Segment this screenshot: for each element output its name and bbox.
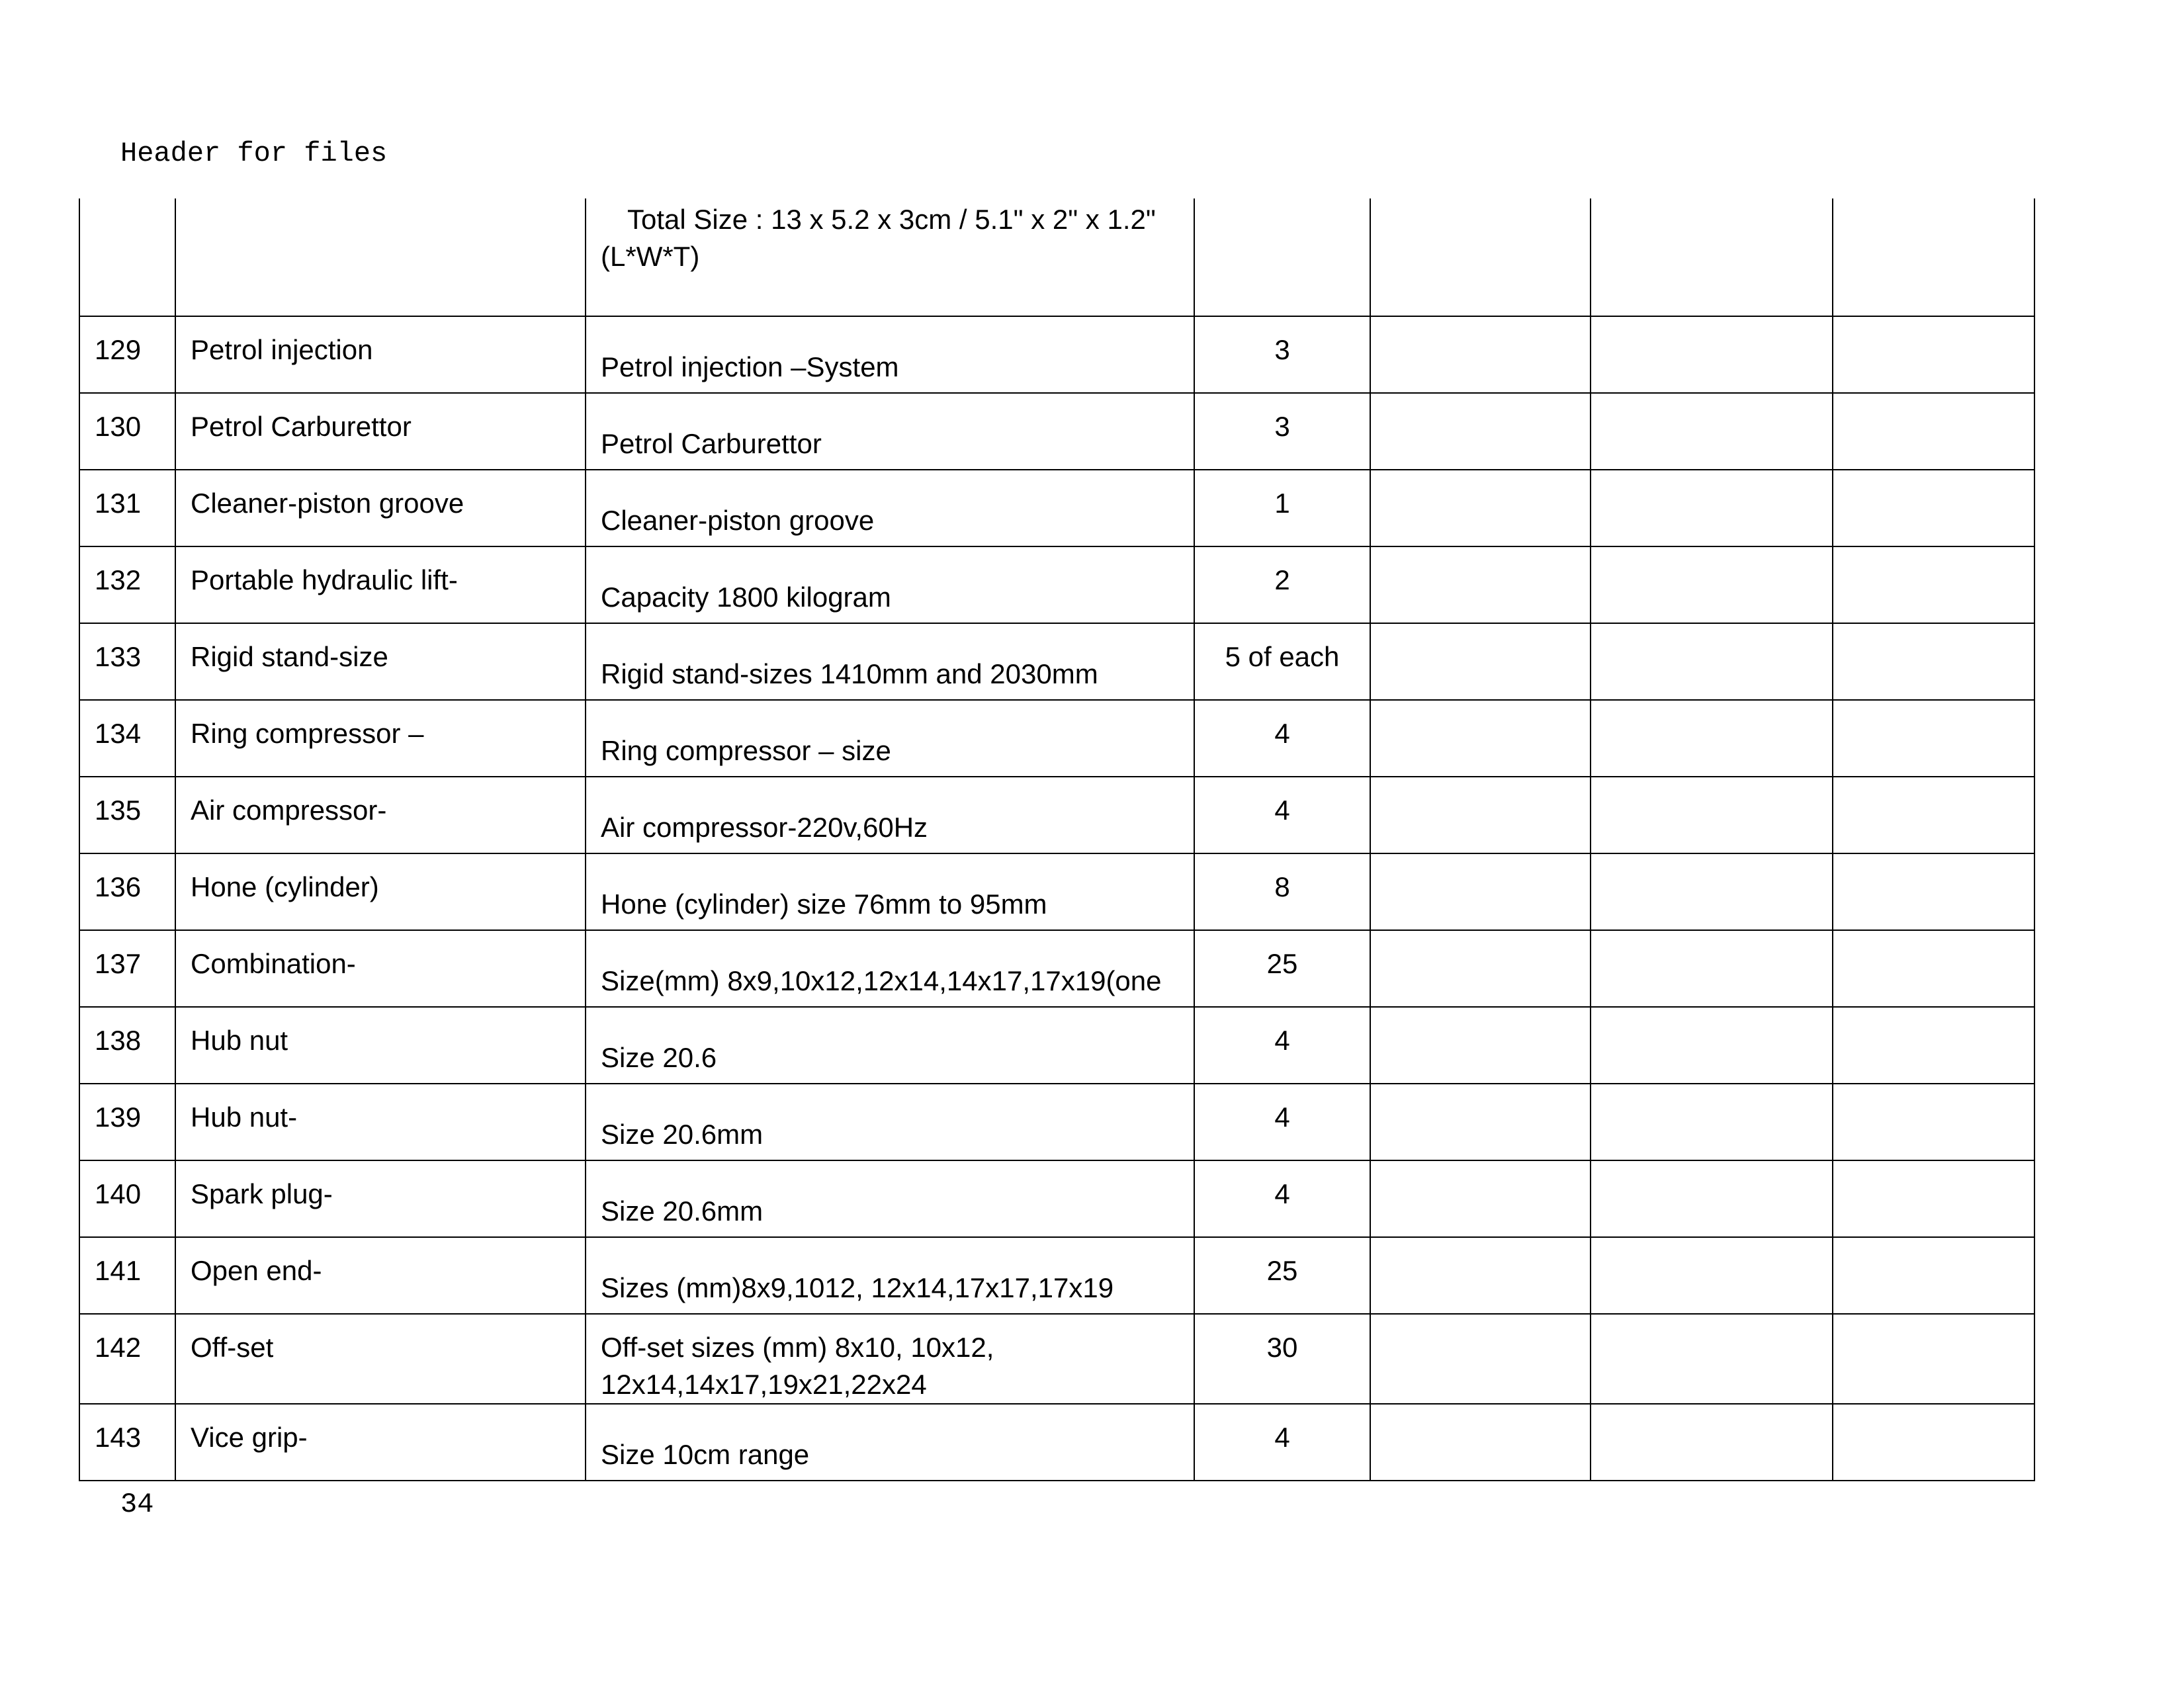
cell-qty: 8 [1194,853,1370,930]
cell-description: Total Size : 13 x 5.2 x 3cm / 5.1" x 2" x 1.2" (L*W*T) [586,198,1194,316]
cell-empty [1591,1084,1833,1160]
cell-empty [1370,853,1591,930]
cell-empty [1591,1007,1833,1084]
cell-qty: 30 [1194,1314,1370,1404]
cell-empty [1370,1404,1591,1481]
cell-item: Spark plug- [175,1160,586,1237]
cell-empty [1591,1314,1833,1404]
table-row [79,853,2034,930]
cell-description: Sizes (mm)8x9,1012, 12x14,17x17,17x19 [586,1237,1194,1314]
cell-empty [1370,393,1591,470]
cell-empty [1370,316,1591,393]
table-row [79,470,2034,546]
cell-item: Rigid stand-size [175,623,586,700]
cell-qty: 4 [1194,777,1370,853]
cell-qty: 4 [1194,1084,1370,1160]
cell-no: 131 [79,470,175,546]
cell-item: Vice grip- [175,1404,586,1481]
cell-no: 130 [79,393,175,470]
cell-item: Petrol Carburettor [175,393,586,470]
cell-empty [1833,1084,2034,1160]
table-row [79,393,2034,470]
cell-empty [1370,700,1591,777]
cell-no: 136 [79,853,175,930]
cell-empty [1833,853,2034,930]
cell-description: Hone (cylinder) size 76mm to 95mm [586,853,1194,930]
cell-empty [1370,198,1591,316]
cell-empty [1370,1007,1591,1084]
cell-no: 139 [79,1084,175,1160]
cell-no: 142 [79,1314,175,1404]
cell-no [79,198,175,316]
cell-no: 134 [79,700,175,777]
cell-description: Capacity 1800 kilogram [586,546,1194,623]
cell-no: 129 [79,316,175,393]
cell-item: Off-set [175,1314,586,1404]
table-row [79,1007,2034,1084]
cell-description: Air compressor-220v,60Hz [586,777,1194,853]
cell-no: 141 [79,1237,175,1314]
table-row [79,1084,2034,1160]
cell-empty [1591,700,1833,777]
cell-description: Size 10cm range [586,1404,1194,1481]
cell-empty [1370,470,1591,546]
cell-description: Off-set sizes (mm) 8x10, 10x12, 12x14,14x17,19x21,22x24 [586,1314,1194,1404]
cell-description: Rigid stand-sizes 1410mm and 2030mm [586,623,1194,700]
cell-empty [1591,546,1833,623]
cell-empty [1591,1160,1833,1237]
cell-qty: 25 [1194,1237,1370,1314]
cell-empty [1833,930,2034,1007]
cell-empty [1370,777,1591,853]
cell-empty [1591,1237,1833,1314]
cell-qty: 4 [1194,1160,1370,1237]
cell-no: 137 [79,930,175,1007]
cell-empty [1833,393,2034,470]
cell-empty [1370,546,1591,623]
cell-empty [1591,930,1833,1007]
cell-empty [1833,1404,2034,1481]
table-row [79,700,2034,777]
table-row [79,930,2034,1007]
cell-item: Open end- [175,1237,586,1314]
cell-no: 135 [79,777,175,853]
cell-empty [1591,623,1833,700]
cell-empty [1833,1160,2034,1237]
cell-qty: 4 [1194,700,1370,777]
cell-empty [1591,1404,1833,1481]
cell-qty: 2 [1194,546,1370,623]
cell-no: 133 [79,623,175,700]
cell-empty [1833,623,2034,700]
cell-empty [1370,1237,1591,1314]
cell-item [175,198,586,316]
cell-qty: 3 [1194,393,1370,470]
cell-qty: 25 [1194,930,1370,1007]
cell-description: Petrol Carburettor [586,393,1194,470]
cell-empty [1591,470,1833,546]
cell-item: Cleaner-piston groove [175,470,586,546]
cell-empty [1833,470,2034,546]
cell-qty: 4 [1194,1007,1370,1084]
cell-empty [1833,700,2034,777]
cell-qty [1194,198,1370,316]
cell-empty [1833,777,2034,853]
cell-description: Size 20.6 [586,1007,1194,1084]
cell-no: 132 [79,546,175,623]
cell-item: Combination- [175,930,586,1007]
cell-empty [1833,198,2034,316]
equipment-table [79,198,2035,1481]
cell-description: Petrol injection –System [586,316,1194,393]
cell-no: 138 [79,1007,175,1084]
cell-empty [1370,1084,1591,1160]
cell-empty [1370,623,1591,700]
cell-item: Ring compressor – [175,700,586,777]
cell-empty [1591,853,1833,930]
cell-qty: 4 [1194,1404,1370,1481]
cell-item: Hone (cylinder) [175,853,586,930]
cell-no: 143 [79,1404,175,1481]
cell-item: Air compressor- [175,777,586,853]
cell-empty [1833,1314,2034,1404]
cell-qty: 3 [1194,316,1370,393]
table-row [79,1404,2034,1481]
cell-empty [1833,1007,2034,1084]
cell-empty [1591,777,1833,853]
cell-empty [1833,546,2034,623]
table-row [79,316,2034,393]
cell-description: Size 20.6mm [586,1084,1194,1160]
page-header: Header for files [120,138,388,169]
cell-description: Size 20.6mm [586,1160,1194,1237]
cell-empty [1591,198,1833,316]
cell-empty [1591,316,1833,393]
page-number: 34 [120,1489,154,1520]
cell-no: 140 [79,1160,175,1237]
table-body [79,198,2034,1481]
cell-item: Hub nut- [175,1084,586,1160]
cell-empty [1591,393,1833,470]
table-row [79,1314,2034,1404]
table-row [79,777,2034,853]
cell-empty [1833,316,2034,393]
table-row-continuation [79,198,2034,316]
cell-description: Size(mm) 8x9,10x12,12x14,14x17,17x19(one [586,930,1194,1007]
cell-qty: 1 [1194,470,1370,546]
table-row [79,1160,2034,1237]
cell-empty [1833,1237,2034,1314]
cell-description: Ring compressor – size [586,700,1194,777]
cell-empty [1370,1314,1591,1404]
cell-description: Cleaner-piston groove [586,470,1194,546]
table-row [79,546,2034,623]
cell-empty [1370,1160,1591,1237]
cell-item: Petrol injection [175,316,586,393]
cell-qty: 5 of each [1194,623,1370,700]
table-row [79,1237,2034,1314]
cell-empty [1370,930,1591,1007]
table-row [79,623,2034,700]
cell-item: Portable hydraulic lift- [175,546,586,623]
cell-item: Hub nut [175,1007,586,1084]
